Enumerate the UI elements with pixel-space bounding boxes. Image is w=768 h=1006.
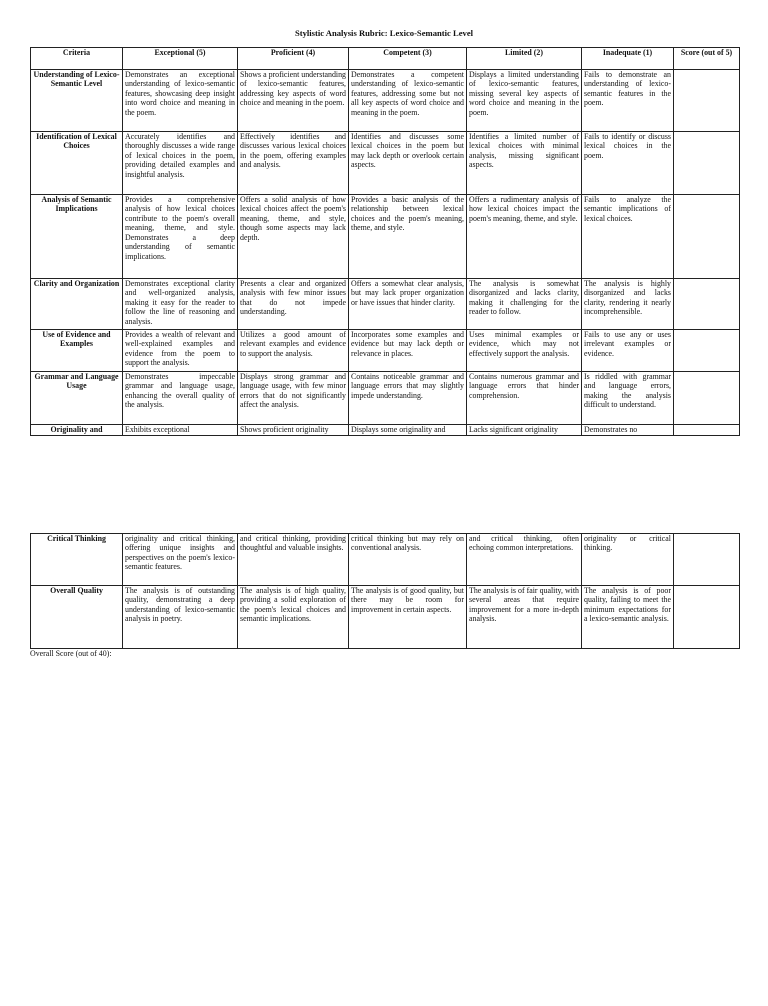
rubric-row: [31, 425, 740, 436]
rubric-row: [31, 586, 740, 649]
score-cell: [674, 534, 740, 586]
header-competent: Competent (3): [349, 48, 467, 70]
header-row: [31, 48, 740, 70]
rubric-row: [31, 132, 740, 195]
inadequate-cell: Demonstrates no: [582, 425, 674, 436]
competent-cell: The analysis is of good quality, but there may be room for improvement in certain aspects.: [349, 586, 467, 649]
inadequate-cell: The analysis is of poor quality, failing to meet the minimum expectations for a lexico-semantic analysis.: [582, 586, 674, 649]
rubric-table: [30, 47, 740, 436]
competent-cell: Offers a somewhat clear analysis, but may lack proper organization or have issues that hinder clarity.: [349, 279, 467, 330]
limited-cell: Offers a rudimentary analysis of how lexical choices impact the poem's meaning, theme, and style.: [467, 195, 582, 279]
score-cell: [674, 586, 740, 649]
header-inadequate: Inadequate (1): [582, 48, 674, 70]
header-proficient: Proficient (4): [238, 48, 349, 70]
proficient-cell: Presents a clear and organized analysis with few minor issues that do not impede understanding.: [238, 279, 349, 330]
document-title: Stylistic Analysis Rubric: Lexico-Semantic Level: [294, 28, 474, 38]
proficient-cell: Shows proficient originality: [238, 425, 349, 436]
inadequate-cell: Is riddled with grammar and language errors, making the analysis difficult to understand.: [582, 372, 674, 425]
rubric-row: [31, 195, 740, 279]
header-limited: Limited (2): [467, 48, 582, 70]
criterion-cell: Identification of Lexical Choices: [31, 132, 123, 195]
rubric-row: [31, 279, 740, 330]
criterion-cell: Grammar and Language Usage: [31, 372, 123, 425]
criterion-cell: Clarity and Organization: [31, 279, 123, 330]
criterion-cell: Originality and: [31, 425, 123, 436]
rubric-row: [31, 330, 740, 372]
rubric-row: [31, 70, 740, 132]
header-score: Score (out of 5): [674, 48, 740, 70]
proficient-cell: Effectively identifies and discusses various lexical choices in the poem, offering examples and analysis.: [238, 132, 349, 195]
competent-cell: Displays some originality and: [349, 425, 467, 436]
limited-cell: Lacks significant originality: [467, 425, 582, 436]
inadequate-cell: The analysis is highly disorganized and lacks clarity, rendering it nearly incomprehensible.: [582, 279, 674, 330]
proficient-cell: Offers a solid analysis of how lexical choices affect the poem's meaning, theme, and style, though some aspects may lack depth.: [238, 195, 349, 279]
score-cell: [674, 425, 740, 436]
exceptional-cell: Demonstrates exceptional clarity and well-organized analysis, making it easy for the reader to follow the line of reasoning and analysis.: [123, 279, 238, 330]
exceptional-cell: Demonstrates impeccable grammar and language usage, enhancing the overall quality of the analysis.: [123, 372, 238, 425]
exceptional-cell: originality and critical thinking, offering unique insights and perspectives on the poem's lexico-semantic features.: [123, 534, 238, 586]
score-cell: [674, 195, 740, 279]
limited-cell: Identifies a limited number of lexical choices with minimal analysis, missing significant aspects.: [467, 132, 582, 195]
overall-score-label: Overall Score (out of 40):: [30, 649, 112, 658]
exceptional-cell: The analysis is of outstanding quality, demonstrating a deep understanding of lexico-semantic analysis in poetry.: [123, 586, 238, 649]
rubric-table-continued: [30, 533, 740, 649]
competent-cell: Contains noticeable grammar and language errors that may slightly impede understanding.: [349, 372, 467, 425]
inadequate-cell: Fails to demonstrate an understanding of lexico-semantic features in the poem.: [582, 70, 674, 132]
limited-cell: The analysis is of fair quality, with several areas that require improvement for a more in-depth analysis.: [467, 586, 582, 649]
inadequate-cell: originality or critical thinking.: [582, 534, 674, 586]
limited-cell: The analysis is somewhat disorganized and lacks clarity, making it challenging for the reader to follow.: [467, 279, 582, 330]
competent-cell: Identifies and discusses some lexical choices in the poem but may lack depth or overlook certain aspects.: [349, 132, 467, 195]
criterion-cell: Critical Thinking: [31, 534, 123, 586]
score-cell: [674, 70, 740, 132]
exceptional-cell: Accurately identifies and thoroughly discusses a wide range of lexical choices in the poem, providing detailed examples and insightful analysis.: [123, 132, 238, 195]
score-cell: [674, 279, 740, 330]
competent-cell: Demonstrates a competent understanding of lexico-semantic features, addressing some but not all key aspects of word choice and meaning in the poem.: [349, 70, 467, 132]
limited-cell: Displays a limited understanding of lexico-semantic features, missing several key aspects of word choice and meaning in the poem.: [467, 70, 582, 132]
rubric-row: [31, 534, 740, 586]
header-criteria: Criteria: [31, 48, 123, 70]
score-cell: [674, 372, 740, 425]
limited-cell: and critical thinking, often echoing common interpretations.: [467, 534, 582, 586]
limited-cell: Contains numerous grammar and language errors that hinder comprehension.: [467, 372, 582, 425]
exceptional-cell: Exhibits exceptional: [123, 425, 238, 436]
criterion-cell: Analysis of Semantic Implications: [31, 195, 123, 279]
proficient-cell: Utilizes a good amount of relevant examples and evidence to support the analysis.: [238, 330, 349, 372]
proficient-cell: Shows a proficient understanding of lexico-semantic features, addressing key aspects of word choice and meaning in the poem.: [238, 70, 349, 132]
competent-cell: Provides a basic analysis of the relationship between lexical choices and the poem's meaning, theme, and style.: [349, 195, 467, 279]
exceptional-cell: Demonstrates an exceptional understanding of lexico-semantic features, showcasing deep insight into word choice and meaning in the poem.: [123, 70, 238, 132]
criterion-cell: Overall Quality: [31, 586, 123, 649]
inadequate-cell: Fails to use any or uses irrelevant examples or evidence.: [582, 330, 674, 372]
competent-cell: Incorporates some examples and evidence but may lack depth or relevance in places.: [349, 330, 467, 372]
inadequate-cell: Fails to analyze the semantic implications of lexical choices.: [582, 195, 674, 279]
rubric-row: [31, 372, 740, 425]
inadequate-cell: Fails to identify or discuss lexical choices in the poem.: [582, 132, 674, 195]
limited-cell: Uses minimal examples or evidence, which may not effectively support the analysis.: [467, 330, 582, 372]
proficient-cell: Displays strong grammar and language usage, with few minor errors that do not significantly affect the analysis.: [238, 372, 349, 425]
competent-cell: critical thinking but may rely on conventional analysis.: [349, 534, 467, 586]
score-cell: [674, 132, 740, 195]
proficient-cell: and critical thinking, providing thoughtful and valuable insights.: [238, 534, 349, 586]
criterion-cell: Use of Evidence and Examples: [31, 330, 123, 372]
exceptional-cell: Provides a comprehensive analysis of how lexical choices contribute to the poem's overall meaning, theme, and style. Demonstrates a deep understanding of semantic implications.: [123, 195, 238, 279]
score-cell: [674, 330, 740, 372]
exceptional-cell: Provides a wealth of relevant and well-explained examples and evidence from the poem to support the analysis.: [123, 330, 238, 372]
header-exceptional: Exceptional (5): [123, 48, 238, 70]
criterion-cell: Understanding of Lexico-Semantic Level: [31, 70, 123, 132]
proficient-cell: The analysis is of high quality, providing a solid exploration of the poem's lexical choices and semantic implications.: [238, 586, 349, 649]
